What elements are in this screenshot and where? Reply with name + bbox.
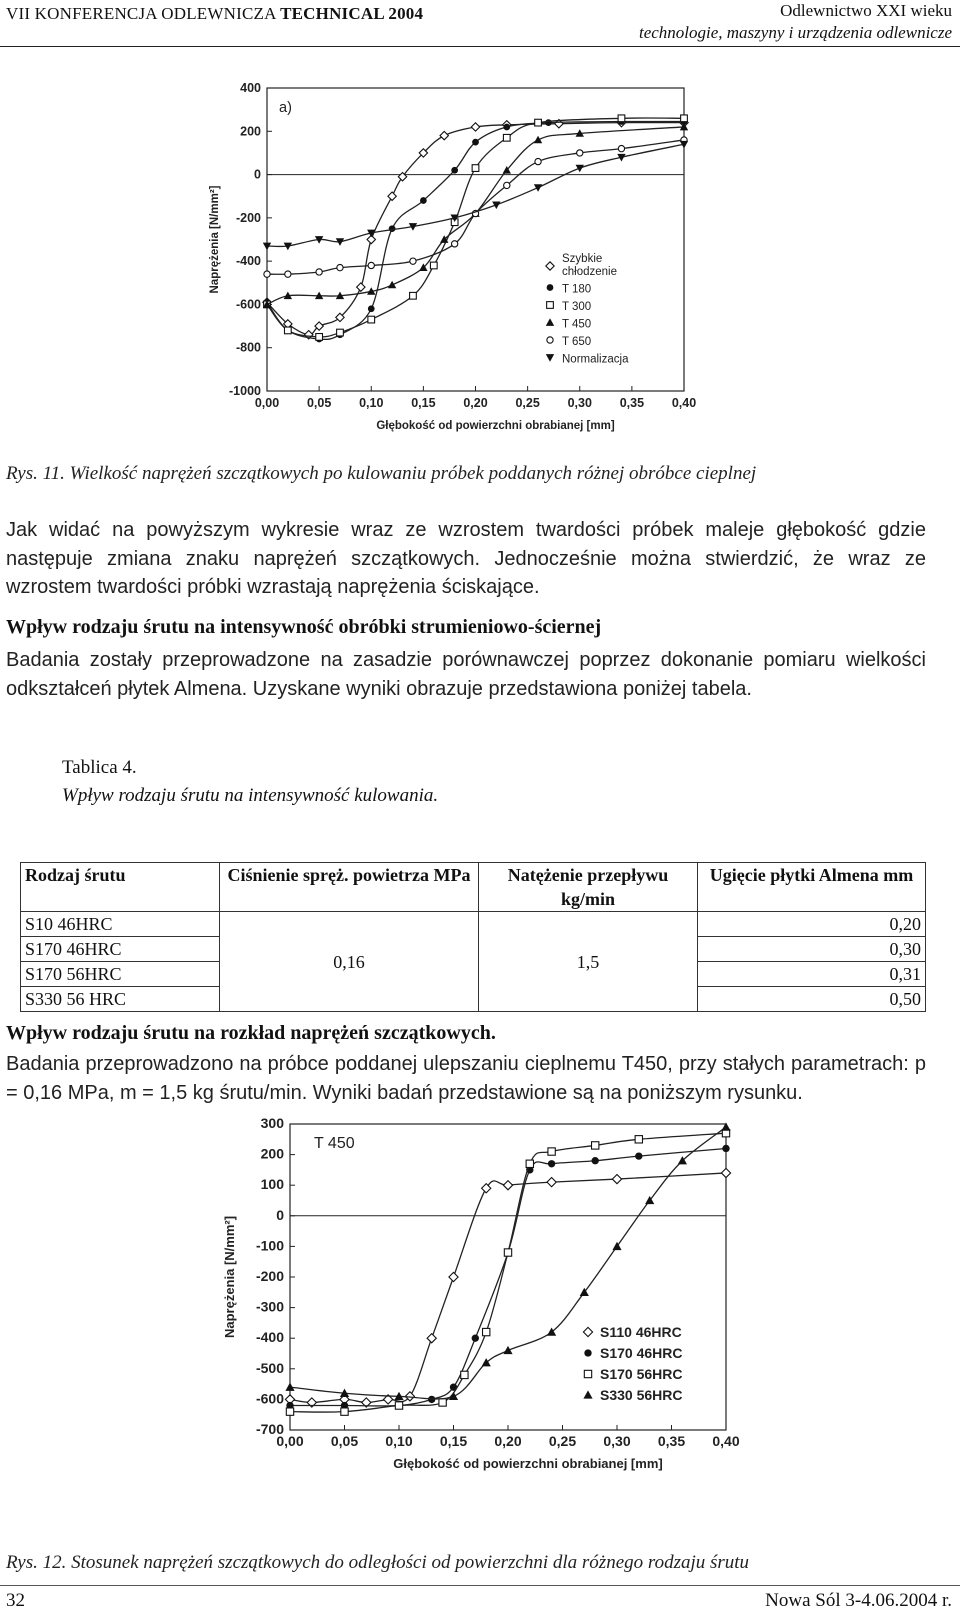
x-axis-label: Głębokość od powierzchni obrabianej [mm] [393,1456,663,1471]
col-header-pressure: Ciśnienie spręż. powietrza MPa [220,863,479,912]
table4-title: Wpływ rodzaju śrutu na intensywność kulowania. [62,785,439,806]
data-point [316,269,322,275]
data-point [577,150,583,156]
data-point [337,329,344,336]
data-point [286,1408,293,1415]
col-header-flow: Natężenie przepływu kg/min [479,863,698,912]
cell-deflection: 0,30 [698,937,926,962]
panel-label: a) [279,100,292,116]
y-tick-label: -400 [235,254,261,269]
legend-label: chłodzenie [562,266,617,278]
data-point [504,1249,511,1256]
footer-rule [0,1585,960,1586]
legend-marker [546,318,554,326]
cell-pressure: 0,16 [220,912,479,1012]
legend-marker [547,302,554,309]
data-point [472,139,479,146]
data-point [612,1242,621,1250]
legend [583,1324,682,1403]
data-point [410,292,417,299]
cell-shot: S170 56HRC [21,962,220,987]
page-header [0,0,960,50]
table4 [20,862,926,1012]
legend-label: T 450 [562,318,592,331]
plot-area [209,81,696,432]
data-point [420,197,427,204]
data-point [285,271,291,277]
x-tick-label: 0,25 [548,1433,577,1449]
page-number: 32 [6,1590,25,1611]
x-tick-label: 0,20 [494,1433,522,1449]
y-tick-label: 200 [240,124,261,139]
table-header-row [21,863,926,912]
legend-label: S170 46HRC [600,1345,683,1361]
cell-deflection: 0,20 [698,912,926,937]
data-point [461,1371,468,1378]
journal-title [639,0,952,44]
x-tick-label: 0,15 [411,396,436,410]
cell-shot: S10 46HRC [21,912,220,937]
data-point [410,258,416,264]
section1-text: Badania zostały przeprowadzone na zasadzie porównawczej poprzez dokonanie pomiaru wielkości odkształceń płytek Almena. Uzyskane wyniki obrazuje przedstawiona poniżej tabela. [6,649,926,700]
col-header-deflection: Ugięcie płytki Almena mm [698,863,926,912]
x-tick-label: 0,20 [463,396,488,410]
x-tick-label: 0,10 [359,396,384,410]
x-tick-label: 0,25 [515,396,540,410]
data-point [503,1181,512,1190]
data-point [548,1148,555,1155]
data-point [535,158,541,164]
data-point [337,264,343,270]
journal-line1: Odlewnictwo XXI wieku [780,1,952,20]
data-point [284,327,291,334]
data-point [427,1334,436,1343]
data-point [389,225,396,232]
data-point [547,1178,556,1187]
plot-frame [290,1124,726,1430]
data-point [592,1157,599,1164]
section2-text: Badania przeprowadzono na próbce poddanej ulepszaniu cieplnemu T450, przy stałych parametrach: p = 0,16 MPa, m = 1,5 kg śrutu/min. Wyniki badań przedstawione są na poniższym rysunku. [6,1053,926,1104]
legend-marker [546,354,554,362]
data-point [395,1402,402,1409]
legend-label: S330 56HRC [600,1387,683,1403]
data-point [612,1174,621,1183]
legend-label: Normalizacja [562,353,629,366]
data-point [592,1142,599,1149]
y-tick-label: 0 [276,1206,284,1223]
table-row [21,912,926,937]
legend-label: S110 46HRC [600,1324,682,1340]
data-point [548,1160,555,1167]
y-tick-label: -800 [235,340,261,355]
data-point [388,281,396,289]
x-tick-label: 0,30 [603,1433,631,1449]
legend-label: S170 56HRC [600,1366,683,1382]
legend-label: T 180 [562,283,592,296]
panel-label: T 450 [314,1135,355,1152]
data-point [388,192,396,200]
cell-deflection: 0,31 [698,962,926,987]
y-tick-label: 300 [260,1115,284,1131]
header-rule [0,46,960,47]
cell-deflection: 0,50 [698,987,926,1012]
data-point [471,123,479,131]
data-point [264,271,270,277]
x-tick-label: 0,00 [276,1433,304,1449]
data-point [618,145,624,151]
y-tick-label: -600 [255,1390,284,1407]
x-tick-label: 0,40 [712,1433,740,1449]
data-point [503,1346,512,1354]
footer-place-date: Nowa Sól 3-4.06.2004 r. [765,1590,952,1611]
y-tick-label: 0 [254,167,261,182]
data-point [368,305,375,312]
figure12-caption: Rys. 12. Stosunek naprężeń szczątkowych do odległości od powierzchni dla różnego rodzaju śrutu [6,1552,750,1573]
y-axis-label: Naprężenia [N/mm²] [222,1215,237,1339]
data-point [452,241,458,247]
data-point [430,262,437,269]
plot-frame [267,88,684,391]
data-point [504,182,510,188]
y-tick-label: -300 [255,1298,284,1315]
y-tick-label: -600 [235,297,261,312]
data-point [576,165,584,173]
figure12-chart [212,1110,752,1495]
conference-title: VII KONFERENCJA ODLEWNICZA TECHNICAL 2004 [6,4,424,23]
data-point [439,1399,446,1406]
data-point [635,1136,642,1143]
section2-heading: Wpływ rodzaju śrutu na rozkład naprężeń szczątkowych. [6,1022,496,1044]
y-tick-label: -400 [255,1329,284,1346]
y-tick-label: 100 [260,1176,284,1193]
data-point [534,184,542,192]
y-tick-label: -100 [255,1237,284,1254]
y-tick-label: -200 [235,210,261,225]
col-header-shot: Rodzaj śrutu [21,863,220,912]
data-point [526,1160,533,1167]
x-tick-label: 0,00 [254,396,280,410]
legend-marker [546,262,554,270]
legend-label: T 650 [562,336,592,348]
section1-heading: Wpływ rodzaju śrutu na intensywność obróbki strumieniowo-ściernej [6,616,602,638]
data-point [722,1145,729,1152]
x-axis-label: Głębokość od powierzchni obrabianej [mm] [376,420,615,432]
data-point [482,1184,491,1193]
data-point [368,316,375,323]
y-tick-label: 400 [240,81,261,95]
legend-marker [547,284,554,291]
y-tick-label: 200 [260,1145,284,1162]
legend-marker [583,1390,592,1398]
data-point [472,165,479,172]
cell-shot: S330 56 HRC [21,987,220,1012]
cell-flow: 1,5 [479,912,698,1012]
paragraph-1: Jak widać na powyższym wykresie wraz ze wzrostem twardości próbek maleje głębokość gdzie następuje zmiana znaku naprężeń szczątkowych. Jednocześnie można stwierdzić, że wraz ze wzrostem twardości próbki wzrastają naprężenia ściskające. [6,519,926,598]
data-point [472,1335,479,1342]
data-point [449,1272,458,1281]
x-tick-label: 0,35 [619,396,645,410]
legend-marker [547,337,553,343]
data-point [535,119,542,126]
y-tick-label: -200 [255,1268,284,1284]
data-point [449,1392,458,1400]
legend-label: Szybkie [562,253,603,265]
plot-area [222,1115,740,1471]
y-tick-label: -700 [255,1421,284,1437]
data-point [483,1328,490,1335]
x-tick-label: 0,10 [385,1433,413,1449]
legend-marker [584,1349,591,1356]
legend-marker [583,1327,592,1336]
data-point [534,136,542,144]
data-point [341,1408,348,1415]
table4-label: Tablica 4. [62,757,137,778]
legend-label: T 300 [562,301,592,313]
data-point [681,115,688,122]
data-point [545,119,552,126]
x-tick-label: 0,35 [657,1433,686,1449]
y-tick-label: -1000 [229,384,261,398]
legend [546,253,629,366]
data-point [368,262,374,268]
data-point [503,134,510,141]
data-point [440,131,448,139]
legend-marker [584,1370,591,1377]
data-point [503,124,510,131]
table4-caption [62,754,438,810]
x-tick-label: 0,05 [330,1433,359,1449]
data-point [635,1152,642,1159]
y-tick-label: -500 [255,1359,284,1376]
x-tick-label: 0,30 [567,396,592,410]
figure11-chart [200,78,720,450]
x-tick-label: 0,05 [306,396,332,410]
y-axis-label: Naprężenia [N/mm²] [209,185,221,294]
data-point [482,1358,491,1366]
data-point [285,1383,294,1391]
figure11-caption: Rys. 11. Wielkość naprężeń szczątkowych po kulowaniu próbek poddanych różnej obróbce cieplnej [6,463,757,484]
data-point [451,167,458,174]
data-point [357,283,365,291]
data-point [316,334,323,341]
x-tick-label: 0,15 [439,1433,468,1449]
x-tick-label: 0,40 [671,396,697,410]
cell-shot: S170 46HRC [21,937,220,962]
data-point [618,115,625,122]
journal-line2: technologie, maszyny i urządzenia odlewnicze [638,23,952,42]
data-point [721,1168,730,1177]
